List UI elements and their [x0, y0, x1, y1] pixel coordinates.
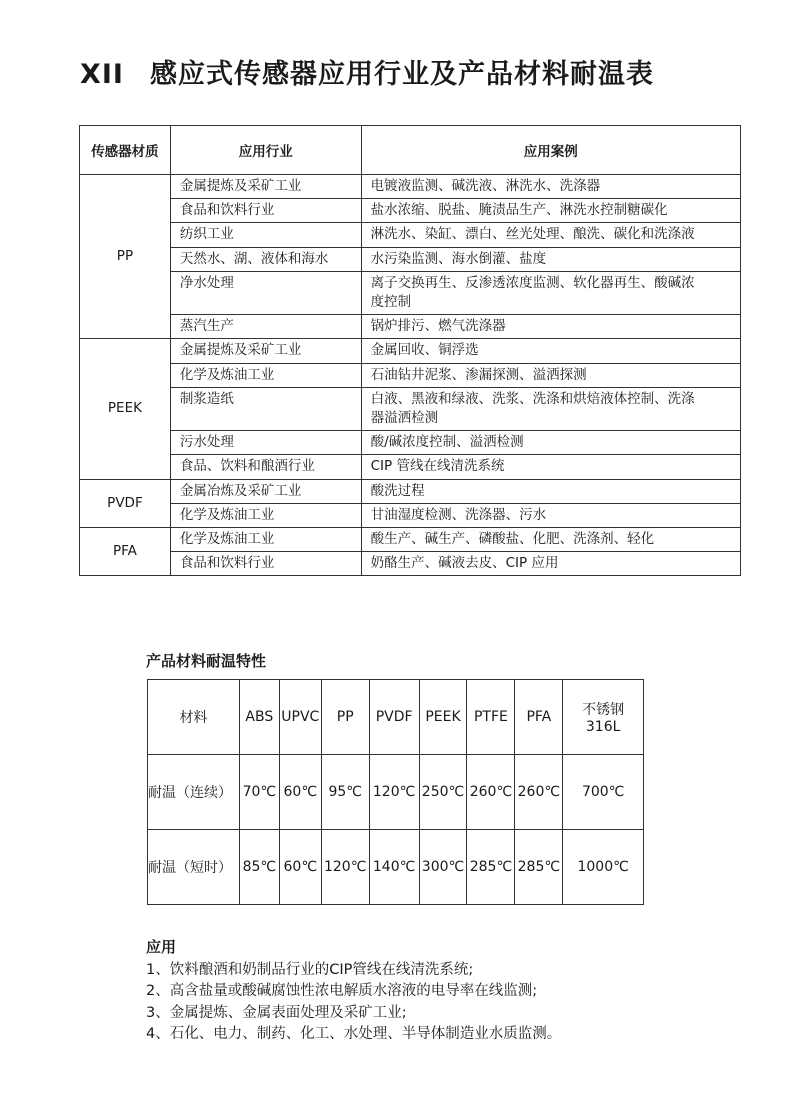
temperature-value: 70℃	[239, 755, 279, 830]
material-cell: PP	[80, 175, 171, 339]
industry-cell: 食品和饮料行业	[170, 199, 361, 223]
case-line: 酸洗过程	[370, 482, 425, 499]
temperature-value: 85℃	[239, 830, 279, 905]
industry-cell: 蒸汽生产	[170, 315, 361, 339]
header-text-line: 材料	[179, 710, 208, 726]
case-cell	[361, 363, 740, 387]
table-row	[80, 199, 741, 223]
temperature-value: 120℃	[321, 830, 369, 905]
table-row	[80, 552, 741, 576]
case-line: 锅炉排污、燃气洗涤器	[370, 318, 506, 335]
application-item: 2、高含盐量或酸碱腐蚀性浓电解质水溶液的电导率在线监测;	[146, 983, 538, 999]
row-label: 耐温（连续）	[148, 755, 240, 830]
industry-cell: 纺织工业	[170, 223, 361, 247]
temperature-value: 60℃	[279, 755, 321, 830]
case-cell	[361, 315, 740, 339]
temperature-header-row	[148, 680, 644, 755]
header-text-line: PP	[336, 709, 354, 725]
table-row	[80, 363, 741, 387]
header-text-line: 316L	[585, 719, 621, 735]
header-text-line: ABS	[245, 709, 274, 725]
industry-cell: 食品和饮料行业	[170, 552, 361, 576]
table-row	[80, 247, 741, 271]
header-industry: 应用行业	[170, 126, 361, 175]
applications-section	[146, 937, 561, 1046]
header-cases: 应用案例	[361, 126, 740, 175]
case-cell	[361, 479, 740, 503]
header-text-line: 不锈钢	[582, 702, 625, 718]
case-line: 石油钻井泥浆、渗漏探测、溢洒探测	[370, 366, 587, 383]
industry-cell: 化学及炼油工业	[170, 528, 361, 552]
table-row	[80, 315, 741, 339]
section-number: XII	[80, 59, 124, 90]
industry-table-header	[80, 126, 741, 175]
table-row	[80, 479, 741, 503]
header-material-name	[563, 680, 644, 755]
case-line: 盐水浓缩、脱盐、腌渍品生产、淋洗水控制糖碳化	[370, 202, 668, 219]
application-item: 1、饮料酿酒和奶制品行业的CIP管线在线清洗系统;	[146, 961, 474, 978]
industry-table	[79, 125, 741, 576]
case-line: 奶酪生产、碱液去皮、CIP 应用	[370, 555, 559, 572]
industry-cell: 天然水、湖、液体和海水	[170, 247, 361, 271]
case-line: 金属回收、铜浮选	[370, 342, 479, 359]
row-label: 耐温（短时）	[148, 830, 240, 905]
header-text-line: PTFE	[473, 709, 508, 725]
header-material-name	[321, 680, 369, 755]
case-cell	[361, 431, 740, 455]
temperature-value: 60℃	[279, 830, 321, 905]
table-row	[80, 339, 741, 363]
header-text-line: PVDF	[375, 709, 413, 725]
table-row	[80, 431, 741, 455]
case-cell	[361, 247, 740, 271]
temp-section-title: 产品材料耐温特性	[146, 652, 267, 670]
case-cell	[361, 455, 740, 479]
industry-cell: 污水处理	[170, 431, 361, 455]
material-cell: PEEK	[80, 339, 171, 479]
page-title	[80, 52, 654, 91]
industry-cell: 制浆造纸	[170, 387, 361, 430]
case-cell	[361, 199, 740, 223]
applications-title: 应用	[146, 938, 177, 956]
case-line: 度控制	[370, 294, 412, 311]
application-item: 3、金属提炼、金属表面处理及采矿工业;	[146, 1004, 407, 1021]
table-row	[80, 387, 741, 430]
table-row	[80, 455, 741, 479]
temperature-value: 300℃	[419, 830, 467, 905]
case-cell	[361, 271, 740, 314]
industry-cell: 化学及炼油工业	[170, 503, 361, 527]
header-text-line: PEEK	[425, 709, 461, 725]
industry-cell: 金属提炼及采矿工业	[170, 175, 361, 199]
case-line: 淋洗水、染缸、漂白、丝光处理、酿洗、碳化和洗涤液	[370, 226, 695, 243]
header-material-name	[467, 680, 515, 755]
case-cell	[361, 387, 740, 430]
temperature-value: 700℃	[563, 755, 644, 830]
case-line: CIP 管线在线清洗系统	[370, 458, 505, 475]
industry-cell: 金属提炼及采矿工业	[170, 339, 361, 363]
material-cell: PVDF	[80, 479, 171, 527]
case-line: 水污染监测、海水倒灌、盐度	[370, 250, 547, 267]
case-cell	[361, 503, 740, 527]
table-row	[80, 503, 741, 527]
temperature-value: 260℃	[515, 755, 563, 830]
case-cell	[361, 175, 740, 199]
header-material-name	[369, 680, 419, 755]
table-row	[80, 175, 741, 199]
industry-cell: 食品、饮料和酿酒行业	[170, 455, 361, 479]
case-cell	[361, 552, 740, 576]
table-row	[80, 528, 741, 552]
header-material: 传感器材质	[80, 126, 171, 175]
industry-cell: 化学及炼油工业	[170, 363, 361, 387]
industry-cell: 净水处理	[170, 271, 361, 314]
case-line: 电镀液监测、碱洗液、淋洗水、洗涤器	[370, 178, 601, 194]
temperature-value: 120℃	[369, 755, 419, 830]
temperature-value: 285℃	[515, 830, 563, 905]
material-cell: PFA	[80, 528, 171, 576]
section-title: 感应式传感器应用行业及产品材料耐温表	[150, 59, 654, 90]
temperature-value: 140℃	[369, 830, 419, 905]
case-cell	[361, 528, 740, 552]
case-line: 离子交换再生、反渗透浓度监测、软化器再生、酸碱浓	[370, 274, 695, 291]
header-material-label	[148, 680, 240, 755]
header-material-name	[279, 680, 321, 755]
case-line: 器溢洒检测	[370, 410, 439, 427]
case-cell	[361, 339, 740, 363]
case-line: 酸/碱浓度控制、溢洒检测	[370, 434, 524, 451]
temperature-value: 95℃	[321, 755, 369, 830]
table-row	[80, 271, 741, 314]
application-item: 4、石化、电力、制药、化工、水处理、半导体制造业水质监测。	[146, 1026, 562, 1042]
header-material-name	[239, 680, 279, 755]
industry-cell: 金属冶炼及采矿工业	[170, 479, 361, 503]
header-text-line: UPVC	[281, 709, 320, 725]
header-material-name	[419, 680, 467, 755]
case-cell	[361, 223, 740, 247]
temperature-table	[147, 679, 644, 905]
table-row	[80, 223, 741, 247]
applications-list	[146, 960, 561, 1046]
temperature-value: 1000℃	[563, 830, 644, 905]
header-text-line: PFA	[526, 709, 552, 725]
temperature-row	[148, 755, 644, 830]
case-line: 白液、黑液和绿液、洗浆、洗涤和烘焙液体控制、洗涤	[370, 390, 695, 407]
temperature-value: 285℃	[467, 830, 515, 905]
case-line: 甘油湿度检测、洗涤器、污水	[370, 506, 547, 523]
temperature-row	[148, 830, 644, 905]
temperature-value: 250℃	[419, 755, 467, 830]
case-line: 酸生产、碱生产、磷酸盐、化肥、洗涤剂、轻化	[370, 531, 655, 548]
temperature-value: 260℃	[467, 755, 515, 830]
header-material-name	[515, 680, 563, 755]
